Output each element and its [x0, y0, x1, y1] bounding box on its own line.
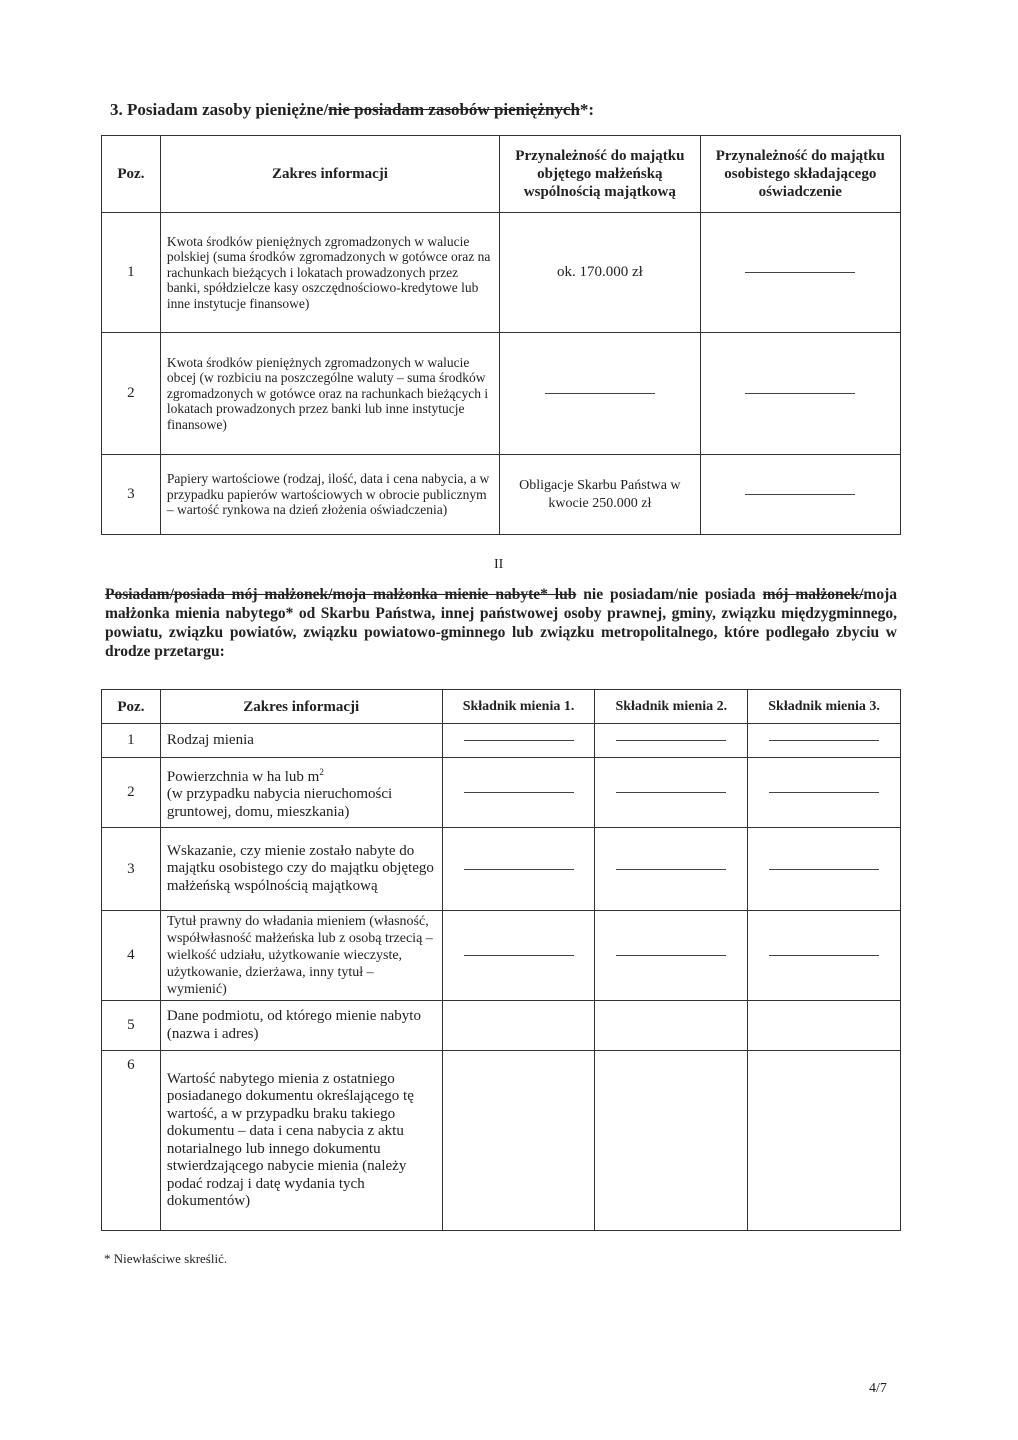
dash-line [464, 955, 574, 956]
col-header-skladnik-1: Składnik mienia 1. [442, 690, 595, 724]
cell-skladnik-1 [442, 911, 595, 1001]
row-info: Rodzaj mienia [160, 724, 442, 758]
cell-skladnik-3 [748, 1001, 901, 1051]
row-poz: 4 [102, 911, 161, 1001]
row-osobisty-value [700, 455, 900, 535]
dash-line [769, 955, 879, 956]
row-info: Dane podmiotu, od którego mienie nabyto (nazwa i adres) [160, 1001, 442, 1051]
table-row [102, 911, 901, 1001]
section-roman-numeral: II [494, 557, 504, 572]
row-poz: 1 [102, 213, 161, 333]
row-info: Wartość nabytego mienia z ostatniego posiadanego dokumentu określającego tę wartość, a w przypadku braku takiego dokumentu – data i cena nabycia z aktu notarialnego lub innego dokumentu stwierdzającego nabycie mienia (należy podać rodzaj i datę wydania tych dokumentów) [160, 1051, 442, 1231]
dash-line [769, 869, 879, 870]
row-info: Kwota środków pieniężnych zgromadzonych w walucie obcej (w rozbiciu na poszczególne waluty – suma środków zgromadzonych w gotówce oraz na rachunkach bieżących i lokatach prowadzonych przez banki lub inne instytucje finansowe) [160, 333, 499, 455]
row-osobisty-value [700, 333, 900, 455]
para-text-1: nie posiadam/nie posiada [576, 586, 763, 603]
cell-skladnik-3 [748, 1051, 901, 1231]
table-row [102, 1001, 901, 1051]
table-row [102, 455, 901, 535]
col-header-poz: Poz. [102, 136, 161, 213]
row-poz: 2 [102, 333, 161, 455]
col-header-zakres: Zakres informacji [160, 136, 499, 213]
col-header-skladnik-3: Składnik mienia 3. [748, 690, 901, 724]
dash-line [769, 792, 879, 793]
cell-skladnik-3 [748, 828, 901, 911]
cell-skladnik-3 [748, 758, 901, 828]
cell-skladnik-2 [595, 828, 748, 911]
cell-skladnik-1 [442, 724, 595, 758]
col-header-majatek-osobisty: Przynależność do majątku osobistego składającego oświadczenie [700, 136, 900, 213]
row-poz: 3 [102, 455, 161, 535]
dash-line [745, 494, 855, 495]
page-number: 4/7 [869, 1381, 887, 1396]
dash-line [745, 393, 855, 394]
dash-line [616, 955, 726, 956]
table-row [102, 333, 901, 455]
cell-skladnik-3 [748, 724, 901, 758]
row-osobisty-value [700, 213, 900, 333]
dash-line [464, 869, 574, 870]
cell-skladnik-2 [595, 758, 748, 828]
dash-line [464, 792, 574, 793]
col-header-zakres: Zakres informacji [160, 690, 442, 724]
cell-skladnik-1 [442, 1001, 595, 1051]
row-info: Papiery wartościowe (rodzaj, ilość, data i cena nabycia, a w przypadku papierów wartościowych w obrocie publicznym – wartość rynkowa na dzień złożenia oświadczenia) [160, 455, 499, 535]
table-row [102, 724, 901, 758]
dash-line [464, 740, 574, 741]
title-prefix: 3. Posiadam zasoby pieniężne/ [110, 100, 329, 119]
cell-skladnik-1 [442, 758, 595, 828]
dash-line [745, 272, 855, 273]
table-row [102, 213, 901, 333]
section-2-paragraph [105, 585, 897, 661]
para-text-2: moja małżonka mienia nabytego* od Skarbu Państwa, innej państwowej osoby prawnej, gminy, związku międzygminnego, powiatu, związku powiatów, związku powiatowo-gminnego lub związku metropolitalnego, które podlegało zbyciu w drodze przetargu: [105, 586, 897, 660]
row-wspolny-value: Obligacje Skarbu Państwa w kwocie 250.000 zł [500, 455, 700, 535]
row-info: Powierzchnia w ha lub $m^2$ (w przypadku nabycia nieruchomości gruntowej, domu, mieszkania) [160, 758, 442, 828]
table-row [102, 758, 901, 828]
row-info: Tytuł prawny do władania mieniem (własność, współwłasność małżeńska lub z osobą trzecią – wielkość udziału, użytkowanie wieczyste, użytkowanie, dzierżawa, inny tytuł – wymienić) [160, 911, 442, 1001]
cell-skladnik-2 [595, 1051, 748, 1231]
row-info: Wskazanie, czy mienie zostało nabyte do majątku osobistego czy do majątku objętego małżeńską wspólnością majątkową [160, 828, 442, 911]
col-header-poz: Poz. [102, 690, 161, 724]
row-poz: 3 [102, 828, 161, 911]
row-wspolny-value: ok. 170.000 zł [500, 213, 700, 333]
property-table [101, 689, 901, 1231]
cash-resources-table [101, 135, 901, 535]
col-header-skladnik-2: Składnik mienia 2. [595, 690, 748, 724]
row-poz: 1 [102, 724, 161, 758]
cell-skladnik-1 [442, 1051, 595, 1231]
cell-skladnik-2 [595, 1001, 748, 1051]
para-struck-1: Posiadam/posiada mój małżonek/moja małżonka mienie nabyte* lub [105, 586, 577, 603]
cell-skladnik-3 [748, 911, 901, 1001]
title-struck: nie posiadam zasobów pieniężnych [328, 100, 580, 119]
row-poz: 2 [102, 758, 161, 828]
para-struck-2: mój małżonek/ [762, 586, 864, 603]
col-header-majatek-wspolny: Przynależność do majątku objętego małżeńską wspólnością majątkową [500, 136, 700, 213]
row-info: Kwota środków pieniężnych zgromadzonych w walucie polskiej (suma środków zgromadzonych w gotówce oraz na rachunkach bieżących i lokatach prowadzonych przez banki, spółdzielcze kasy oszczędnościowo-kredytowe lub inne instytucje finansowe) [160, 213, 499, 333]
cell-skladnik-1 [442, 828, 595, 911]
table-row [102, 1051, 901, 1231]
cell-skladnik-2 [595, 724, 748, 758]
dash-line [616, 740, 726, 741]
dash-line [545, 393, 655, 394]
row-poz: 5 [102, 1001, 161, 1051]
row-poz: 6 [102, 1051, 161, 1231]
section-3-title [110, 100, 594, 120]
title-suffix: *: [579, 100, 595, 119]
dash-line [769, 740, 879, 741]
row-wspolny-value [500, 333, 700, 455]
dash-line [616, 792, 726, 793]
dash-line [616, 869, 726, 870]
cell-skladnik-2 [595, 911, 748, 1001]
table-row [102, 828, 901, 911]
footnote: * Niewłaściwe skreślić. [104, 1251, 228, 1266]
